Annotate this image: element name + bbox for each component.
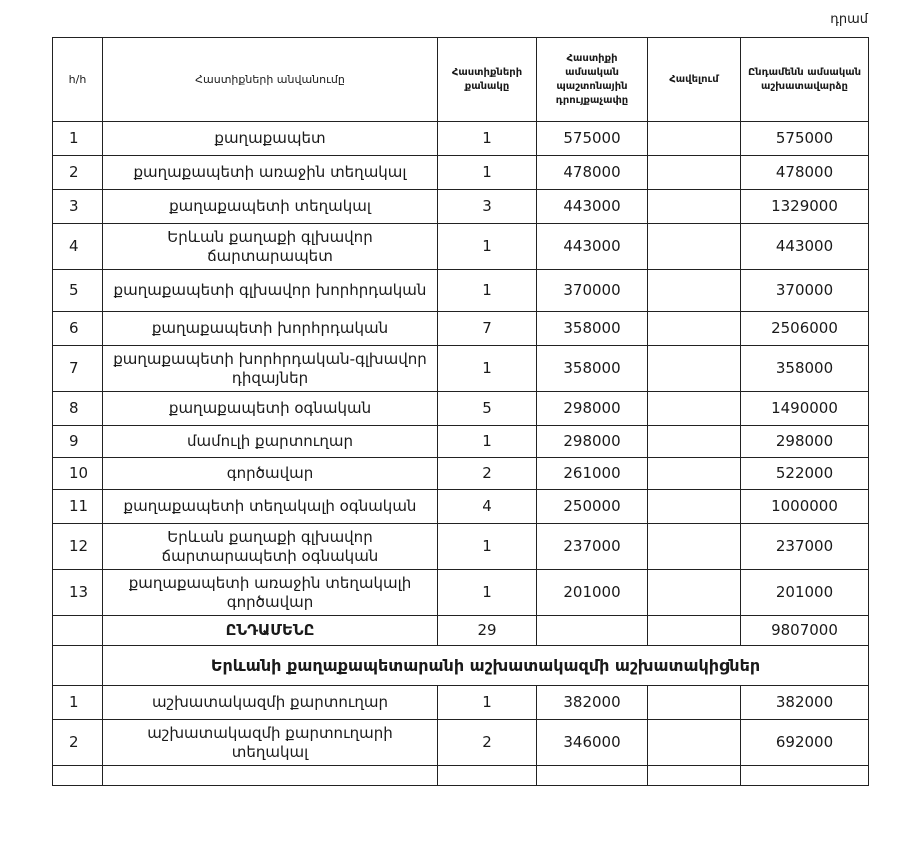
position-total: 1000000 bbox=[741, 490, 869, 524]
position-name: քաղաքապետի խորհրդական bbox=[103, 312, 438, 346]
table-row bbox=[53, 392, 869, 426]
row-number: 12 bbox=[53, 524, 103, 570]
position-name: աշխատակազմի քարտուղար bbox=[103, 686, 438, 720]
position-count: 2 bbox=[438, 720, 537, 766]
position-total: 298000 bbox=[741, 426, 869, 458]
position-bonus bbox=[648, 270, 741, 312]
section-num-cell bbox=[53, 646, 103, 686]
position-total: 370000 bbox=[741, 270, 869, 312]
section-header-row bbox=[53, 646, 869, 686]
position-bonus bbox=[648, 426, 741, 458]
position-name: քաղաքապետի գլխավոր խորհրդական bbox=[103, 270, 438, 312]
position-count: 3 bbox=[438, 190, 537, 224]
position-total: 382000 bbox=[741, 686, 869, 720]
table-row bbox=[53, 458, 869, 490]
position-total: 443000 bbox=[741, 224, 869, 270]
total-bonus-cell bbox=[648, 616, 741, 646]
position-salary: 358000 bbox=[537, 346, 648, 392]
header-total: Ընդամենն ամսական աշխատավարձը bbox=[741, 38, 869, 122]
table-row-cut bbox=[53, 766, 869, 786]
position-name: գործավար bbox=[103, 458, 438, 490]
cut-cell bbox=[537, 766, 648, 786]
cut-cell bbox=[53, 766, 103, 786]
row-number: 2 bbox=[53, 156, 103, 190]
table-row bbox=[53, 426, 869, 458]
position-count: 1 bbox=[438, 270, 537, 312]
table-row bbox=[53, 490, 869, 524]
row-number: 2 bbox=[53, 720, 103, 766]
position-count: 1 bbox=[438, 686, 537, 720]
position-salary: 443000 bbox=[537, 224, 648, 270]
position-count: 1 bbox=[438, 346, 537, 392]
total-count: 29 bbox=[438, 616, 537, 646]
position-name: քաղաքապետի տեղակալ bbox=[103, 190, 438, 224]
currency-unit-label: դրամ bbox=[830, 12, 868, 27]
cut-cell bbox=[438, 766, 537, 786]
row-number: 4 bbox=[53, 224, 103, 270]
position-bonus bbox=[648, 458, 741, 490]
position-bonus bbox=[648, 156, 741, 190]
position-bonus bbox=[648, 570, 741, 616]
position-name: աշխատակազմի քարտուղարի տեղակալ bbox=[103, 720, 438, 766]
position-bonus bbox=[648, 720, 741, 766]
position-salary: 237000 bbox=[537, 524, 648, 570]
position-salary: 370000 bbox=[537, 270, 648, 312]
row-number: 9 bbox=[53, 426, 103, 458]
table-row bbox=[53, 524, 869, 570]
position-total: 1329000 bbox=[741, 190, 869, 224]
position-name: քաղաքապետի առաջին տեղակալի գործավար bbox=[103, 570, 438, 616]
position-salary: 201000 bbox=[537, 570, 648, 616]
table-row bbox=[53, 346, 869, 392]
position-name: քաղաքապետի խորհրդական-գլխավոր դիզայներ bbox=[103, 346, 438, 392]
table-row bbox=[53, 686, 869, 720]
position-total: 478000 bbox=[741, 156, 869, 190]
row-number: 6 bbox=[53, 312, 103, 346]
total-row bbox=[53, 616, 869, 646]
position-salary: 443000 bbox=[537, 190, 648, 224]
table-row bbox=[53, 190, 869, 224]
position-count: 1 bbox=[438, 156, 537, 190]
total-num-cell bbox=[53, 616, 103, 646]
position-total: 358000 bbox=[741, 346, 869, 392]
position-total: 575000 bbox=[741, 122, 869, 156]
position-count: 1 bbox=[438, 524, 537, 570]
total-amount: 9807000 bbox=[741, 616, 869, 646]
position-salary: 298000 bbox=[537, 392, 648, 426]
table-row bbox=[53, 570, 869, 616]
position-total: 2506000 bbox=[741, 312, 869, 346]
position-name: քաղաքապետի առաջին տեղակալ bbox=[103, 156, 438, 190]
position-bonus bbox=[648, 312, 741, 346]
cut-cell bbox=[648, 766, 741, 786]
position-count: 1 bbox=[438, 122, 537, 156]
position-total: 201000 bbox=[741, 570, 869, 616]
total-label: ԸՆԴԱՄԵՆԸ bbox=[103, 616, 438, 646]
table-row bbox=[53, 270, 869, 312]
table-row bbox=[53, 312, 869, 346]
position-count: 2 bbox=[438, 458, 537, 490]
position-count: 5 bbox=[438, 392, 537, 426]
total-salary-cell bbox=[537, 616, 648, 646]
table-row bbox=[53, 720, 869, 766]
position-bonus bbox=[648, 392, 741, 426]
row-number: 1 bbox=[53, 122, 103, 156]
position-name: քաղաքապետի օգնական bbox=[103, 392, 438, 426]
header-salary: Հաստիքի ամսական պաշտոնային դրույքաչափը bbox=[537, 38, 648, 122]
position-bonus bbox=[648, 686, 741, 720]
position-salary: 346000 bbox=[537, 720, 648, 766]
position-bonus bbox=[648, 490, 741, 524]
position-salary: 298000 bbox=[537, 426, 648, 458]
position-bonus bbox=[648, 524, 741, 570]
position-bonus bbox=[648, 190, 741, 224]
cut-cell bbox=[103, 766, 438, 786]
position-total: 522000 bbox=[741, 458, 869, 490]
position-total: 237000 bbox=[741, 524, 869, 570]
position-bonus bbox=[648, 346, 741, 392]
row-number: 3 bbox=[53, 190, 103, 224]
position-name: մամուլի քարտուղար bbox=[103, 426, 438, 458]
row-number: 5 bbox=[53, 270, 103, 312]
table-row bbox=[53, 122, 869, 156]
position-name: քաղաքապետի տեղակալի օգնական bbox=[103, 490, 438, 524]
position-count: 7 bbox=[438, 312, 537, 346]
header-bonus: Հավելում bbox=[648, 38, 741, 122]
row-number: 10 bbox=[53, 458, 103, 490]
table-row bbox=[53, 224, 869, 270]
table-row bbox=[53, 156, 869, 190]
position-total: 1490000 bbox=[741, 392, 869, 426]
position-count: 1 bbox=[438, 426, 537, 458]
position-bonus bbox=[648, 122, 741, 156]
position-name: քաղաքապետ bbox=[103, 122, 438, 156]
position-bonus bbox=[648, 224, 741, 270]
header-num: հ/հ bbox=[53, 38, 103, 122]
position-salary: 382000 bbox=[537, 686, 648, 720]
position-count: 1 bbox=[438, 224, 537, 270]
position-name: Երևան քաղաքի գլխավոր ճարտարապետ bbox=[103, 224, 438, 270]
section-title: Երևանի քաղաքապետարանի աշխատակազմի աշխատակիցներ bbox=[103, 646, 869, 686]
position-salary: 358000 bbox=[537, 312, 648, 346]
position-total: 692000 bbox=[741, 720, 869, 766]
cut-cell bbox=[741, 766, 869, 786]
header-name: Հաստիքների անվանումը bbox=[103, 38, 438, 122]
row-number: 11 bbox=[53, 490, 103, 524]
row-number: 1 bbox=[53, 686, 103, 720]
salary-table bbox=[52, 37, 869, 786]
position-salary: 250000 bbox=[537, 490, 648, 524]
position-count: 4 bbox=[438, 490, 537, 524]
position-count: 1 bbox=[438, 570, 537, 616]
row-number: 13 bbox=[53, 570, 103, 616]
header-count: Հաստիքների քանակը bbox=[438, 38, 537, 122]
position-name: Երևան քաղաքի գլխավոր ճարտարապետի օգնական bbox=[103, 524, 438, 570]
row-number: 8 bbox=[53, 392, 103, 426]
table-header-row bbox=[53, 38, 869, 122]
position-salary: 261000 bbox=[537, 458, 648, 490]
row-number: 7 bbox=[53, 346, 103, 392]
position-salary: 575000 bbox=[537, 122, 648, 156]
position-salary: 478000 bbox=[537, 156, 648, 190]
